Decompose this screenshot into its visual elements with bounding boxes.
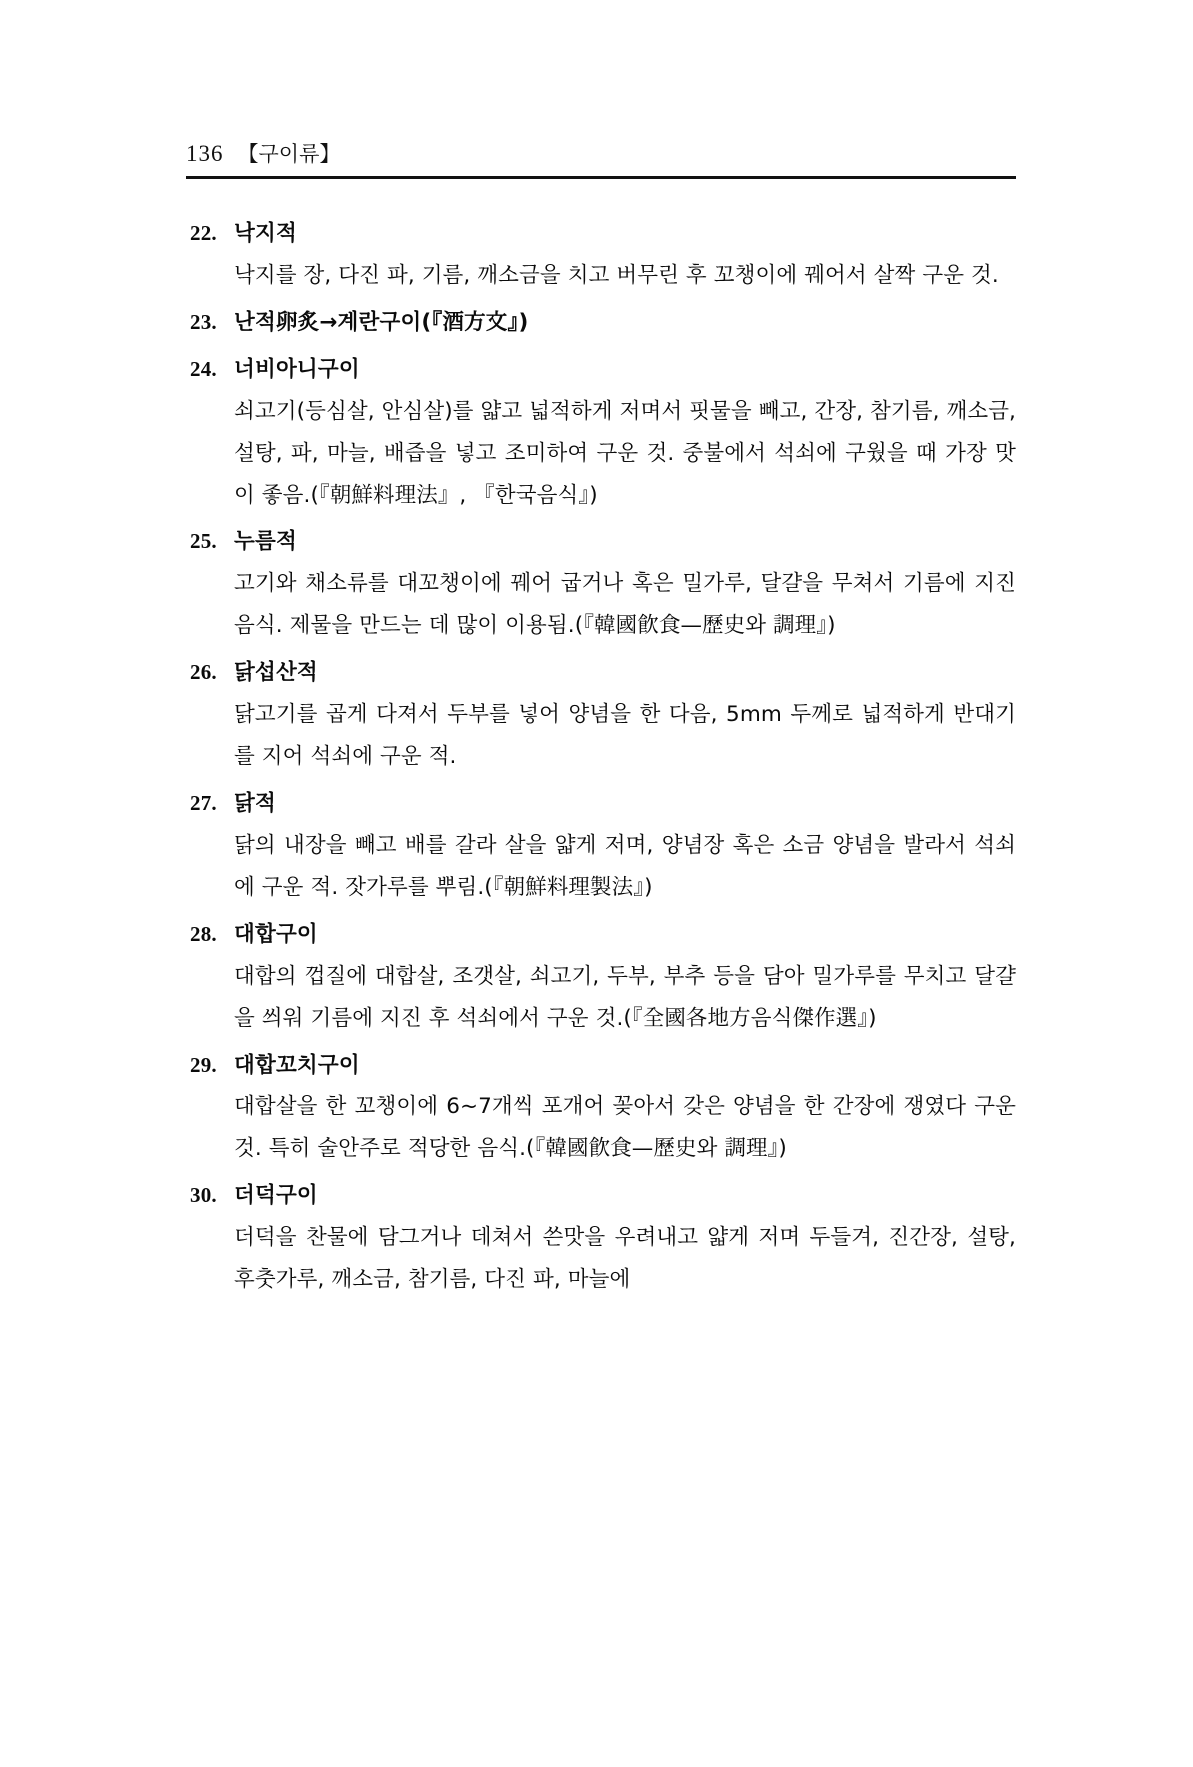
entry-title: 닭섭산적	[234, 660, 318, 686]
section-title: 【구이류】	[237, 142, 341, 166]
entry-number: 26.	[190, 660, 217, 685]
list-item	[186, 783, 1016, 909]
list-item	[186, 302, 1016, 344]
list-item	[186, 914, 1016, 1040]
entry-heading	[186, 349, 1016, 391]
entry-heading	[186, 1045, 1016, 1087]
header-divider	[186, 176, 1016, 179]
entry-body: 닭고기를 곱게 다져서 두부를 넣어 양념을 한 다음, 5mm 두께로 넓적하게 반대기를 지어 석쇠에 구운 적.	[234, 702, 1016, 770]
list-item	[186, 1175, 1016, 1301]
entry-title: 대합꼬치구이	[234, 1052, 360, 1078]
entry-number: 22.	[190, 221, 217, 245]
page-header	[186, 138, 1006, 168]
entry-title: 더덕구이	[234, 1183, 318, 1209]
entry-title: 누름적	[234, 529, 297, 555]
list-item	[186, 349, 1016, 517]
entry-title: 너비아니구이	[234, 356, 360, 382]
entry-title: 대합구이	[234, 921, 318, 947]
entry-heading	[186, 783, 1016, 825]
entry-list	[186, 213, 1016, 1306]
entry-number: 27.	[190, 790, 217, 815]
list-item	[186, 521, 1016, 647]
page-number: 136	[186, 141, 224, 166]
entry-heading	[186, 521, 1016, 563]
entry-body: 닭의 내장을 빼고 배를 갈라 살을 얇게 저며, 양념장 혹은 소금 양념을 발라서 석쇠에 구운 적. 잣가루를 뿌림.(『朝鮮料理製法』)	[234, 832, 1016, 900]
entry-heading	[186, 213, 1016, 255]
entry-body: 낙지를 장, 다진 파, 기름, 깨소금을 치고 버무린 후 꼬챙이에 꿰어서 살짝 구운 것.	[234, 262, 999, 288]
list-item	[186, 213, 1016, 297]
entry-number: 29.	[190, 1052, 217, 1077]
entry-body: 대합살을 한 꼬챙이에 6~7개씩 포개어 꽂아서 갖은 양념을 한 간장에 쟁였다 구운 것. 특히 술안주로 적당한 음식.(『韓國飮食—歷史와 調理』)	[234, 1094, 1016, 1162]
entry-title: 낙지적	[234, 221, 297, 246]
entry-title: 난적卵炙→계란구이(『酒方文』)	[234, 309, 529, 335]
entry-number: 25.	[190, 529, 217, 554]
entry-heading	[186, 302, 1016, 344]
list-item	[186, 652, 1016, 778]
entry-heading	[186, 652, 1016, 694]
list-item	[186, 1045, 1016, 1171]
entry-number: 28.	[190, 921, 217, 946]
entry-number: 23.	[190, 309, 217, 334]
entry-heading	[186, 1175, 1016, 1217]
entry-number: 30.	[190, 1183, 217, 1208]
entry-body: 고기와 채소류를 대꼬챙이에 꿰어 굽거나 혹은 밀가루, 달걀을 무쳐서 기름에 지진 음식. 제물을 만드는 데 많이 이용됨.(『韓國飮食—歷史와 調理』)	[234, 571, 1016, 639]
entry-body: 대합의 껍질에 대합살, 조갯살, 쇠고기, 두부, 부추 등을 담아 밀가루를 무치고 달걀을 씌워 기름에 지진 후 석쇠에서 구운 것.(『全國各地方음식傑作選』)	[234, 963, 1016, 1031]
entry-title: 닭적	[234, 790, 276, 816]
entry-number: 24.	[190, 356, 217, 381]
entry-body: 더덕을 찬물에 담그거나 데쳐서 쓴맛을 우려내고 얇게 저며 두들겨, 진간장, 설탕, 후춧가루, 깨소금, 참기름, 다진 파, 마늘에	[234, 1225, 1016, 1293]
entry-heading	[186, 914, 1016, 956]
entry-body: 쇠고기(등심살, 안심살)를 얇고 넓적하게 저며서 핏물을 빼고, 간장, 참기름, 깨소금, 설탕, 파, 마늘, 배즙을 넣고 조미하여 구운 것. 중불에서 석쇠에 구웠을 때 가장 맛이 좋음.(『朝鮮料理法』, 『한국음식』)	[234, 398, 1016, 508]
